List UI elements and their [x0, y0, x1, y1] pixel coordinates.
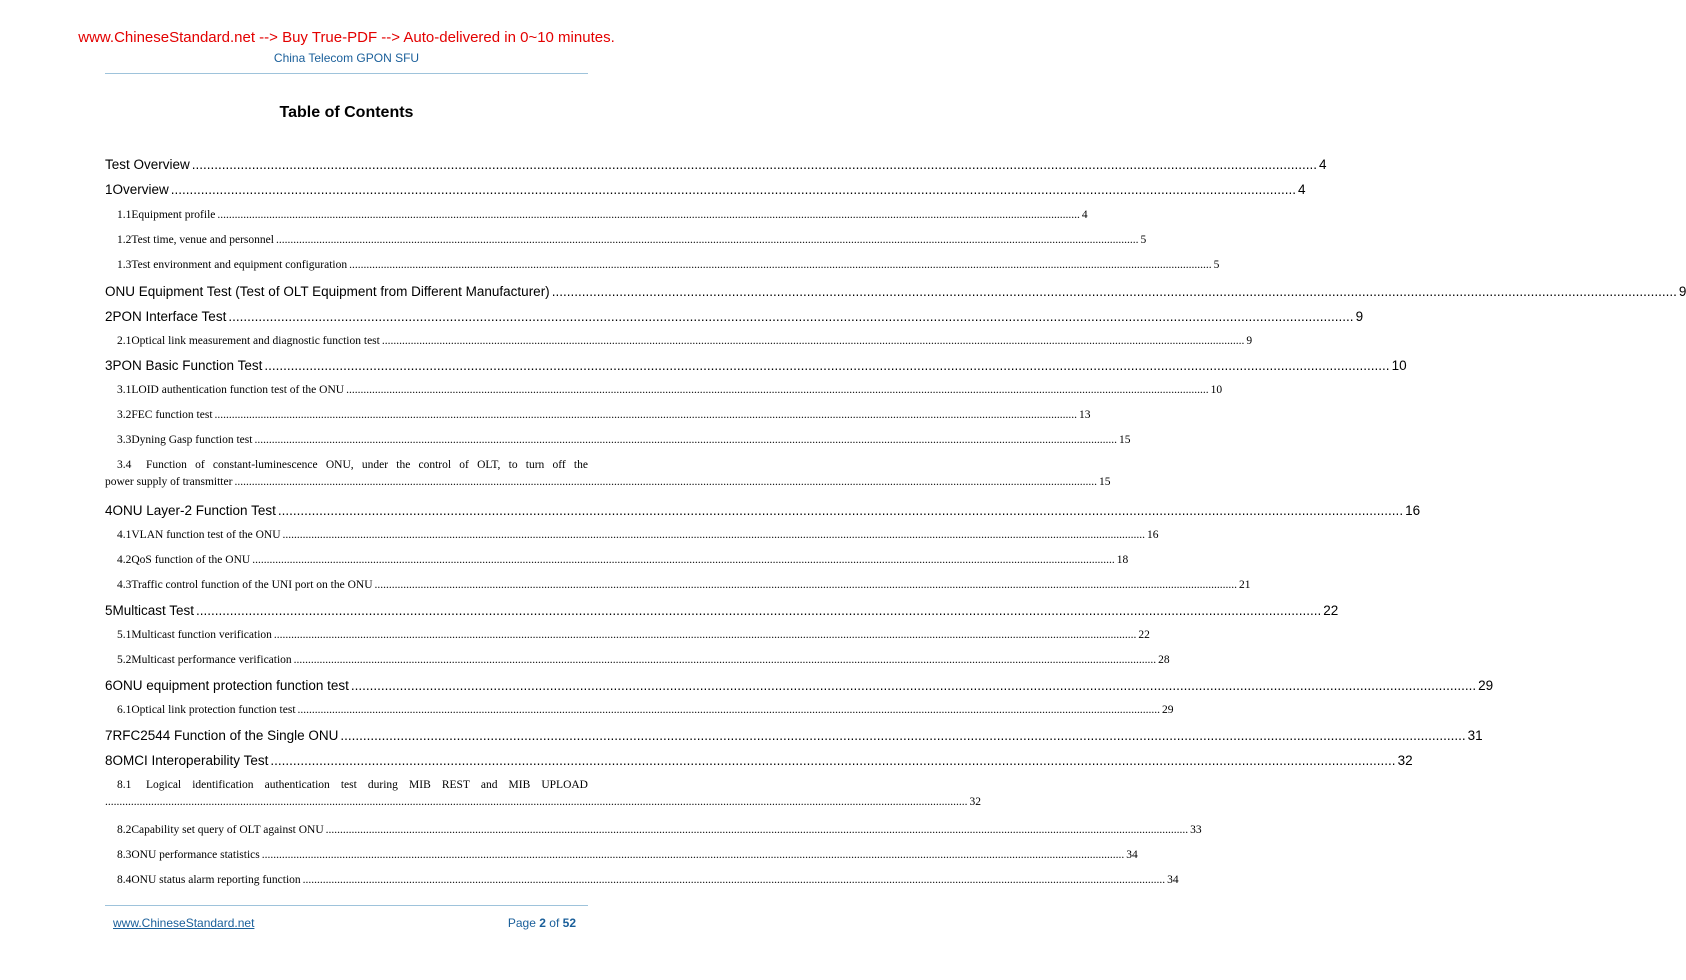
toc-entry-page: 9: [1355, 309, 1364, 324]
toc-entry-page: 33: [1190, 824, 1202, 836]
toc-entry-number: 4.2: [117, 554, 132, 566]
toc-entry-page: 21: [1239, 579, 1251, 591]
toc-entry-page: 29: [1162, 704, 1174, 716]
toc-entry-title-line1: [117, 459, 588, 471]
toc-entry-number: 3.4: [117, 459, 132, 471]
toc-entry[interactable]: [105, 824, 1202, 836]
toc-entry-title: ONU status alarm reporting function: [131, 874, 301, 886]
toc-entry-page: 32: [969, 796, 981, 808]
dot-leader: ............................................................................................................................................................................................................................................................................................................: [214, 409, 1078, 421]
dot-leader: ............................................................................................................................................................................................................................................................................................................: [551, 284, 1677, 299]
page-indicator: [508, 916, 576, 930]
toc-entry-page: 16: [1147, 529, 1159, 541]
toc-entry-page: 32: [1397, 753, 1413, 768]
toc-entry-title: Optical link measurement and diagnostic function test: [131, 335, 380, 347]
toc-entry[interactable]: [105, 849, 1138, 861]
dot-leader: ............................................................................................................................................................................................................................................................................................................: [275, 234, 1139, 246]
toc-entry-number: 4: [105, 503, 113, 518]
toc-entry-number: 8: [105, 753, 113, 768]
toc-entry-title: ONU equipment protection function test: [112, 678, 349, 693]
toc-entry-title: PON Basic Function Test: [112, 358, 263, 373]
toc-entry[interactable]: [105, 309, 1364, 324]
toc-entry-page: 5: [1213, 259, 1220, 271]
toc-entry[interactable]: [105, 874, 1179, 886]
toc-entry-title: Multicast Test: [112, 603, 195, 618]
dot-leader: ............................................................................................................................................................................................................................................................................................................: [297, 704, 1161, 716]
dot-leader: ............................................................................................................................................................................................................................................................................................................: [254, 434, 1117, 446]
footer-divider: [105, 905, 588, 906]
dot-leader: ............................................................................................................................................................................................................................................................................................................: [196, 603, 1322, 618]
toc-entry-title: LOID authentication function test of the ONU: [131, 384, 345, 396]
page-total: 52: [562, 916, 576, 930]
toc-entry-title: Function of constant-luminescence ONU, under the control of OLT, to turn off the: [146, 459, 588, 471]
toc-entry-page: 28: [1158, 654, 1170, 666]
toc-entry-number: 5: [105, 603, 113, 618]
toc-entry[interactable]: [105, 503, 1421, 518]
toc-entry[interactable]: [105, 434, 1131, 446]
toc-entry-title: ONU Equipment Test (Test of OLT Equipment from Different Manufacturer): [105, 284, 550, 299]
toc-entry-number: 5.1: [117, 629, 132, 641]
toc-entry-title: FEC function test: [131, 409, 213, 421]
toc-entry-page: 34: [1167, 874, 1179, 886]
toc-entry-title: Multicast performance verification: [131, 654, 292, 666]
toc-entry-page: 13: [1079, 409, 1091, 421]
toc-entry-title: Equipment profile: [131, 209, 216, 221]
toc-entry[interactable]: [105, 704, 1174, 716]
toc-entry-title: Capability set query of OLT against ONU: [131, 824, 324, 836]
toc-entry-number: 2: [105, 309, 113, 324]
toc-entry-number: 3.3: [117, 434, 132, 446]
page-of: of: [549, 916, 560, 930]
toc-entry[interactable]: [105, 234, 1147, 246]
dot-leader: ............................................................................................................................................................................................................................................................................................................: [105, 796, 968, 808]
toc-entry[interactable]: [105, 629, 1150, 641]
dot-leader: ............................................................................................................................................................................................................................................................................................................: [374, 579, 1238, 591]
toc-entry-number: 7: [105, 728, 113, 743]
toc-entry-number: 2.1: [117, 335, 132, 347]
toc-entry[interactable]: [105, 728, 1483, 743]
toc-entry[interactable]: [105, 459, 1111, 488]
dot-leader: ............................................................................................................................................................................................................................................................................................................: [217, 209, 1080, 221]
toc-entry-title: VLAN function test of the ONU: [131, 529, 281, 541]
toc-entry[interactable]: [105, 259, 1220, 271]
toc-entry[interactable]: [105, 358, 1407, 373]
toc-entry-title-line2: [105, 476, 1111, 488]
toc-entry[interactable]: [105, 157, 1327, 172]
toc-entry-page: 18: [1116, 554, 1129, 566]
dot-leader: ............................................................................................................................................................................................................................................................................................................: [349, 259, 1212, 271]
dot-leader: ............................................................................................................................................................................................................................................................................................................: [350, 678, 1477, 693]
toc-entry-number: 3: [105, 358, 113, 373]
toc-entry-number: 8.3: [117, 849, 132, 861]
toc-entry-number: 8.2: [117, 824, 132, 836]
toc-entry[interactable]: [105, 579, 1251, 591]
toc-entry-page: 4: [1081, 209, 1088, 221]
footer-website-link[interactable]: www.ChineseStandard.net: [113, 916, 255, 930]
dot-leader: ............................................................................................................................................................................................................................................................................................................: [264, 358, 1390, 373]
dot-leader: ............................................................................................................................................................................................................................................................................................................: [277, 503, 1404, 518]
toc-entry[interactable]: [105, 678, 1494, 693]
toc-entry-number: 4.1: [117, 529, 132, 541]
toc-entry-page: 34: [1126, 849, 1138, 861]
toc-entry[interactable]: [105, 529, 1159, 541]
promo-banner[interactable]: www.ChineseStandard.net --> Buy True-PDF --> Auto-delivered in 0~10 minutes.: [78, 29, 615, 46]
toc-entry-title: Dyning Gasp function test: [131, 434, 253, 446]
toc-entry-title-line1: [117, 779, 588, 791]
toc-entry-title: PON Interface Test: [112, 309, 227, 324]
document-subtitle: China Telecom GPON SFU: [273, 51, 420, 65]
dot-leader: ............................................................................................................................................................................................................................................................................................................: [282, 529, 1146, 541]
toc-entry-title: Test time, venue and personnel: [131, 234, 274, 246]
toc-entry-page: 5: [1140, 234, 1147, 246]
toc-entry-title: Logical identification authentication test during MIB REST and MIB UPLOAD: [146, 779, 588, 791]
toc-entry-number: 8.1: [117, 779, 132, 791]
toc-entry-title: RFC2544 Function of the Single ONU: [112, 728, 339, 743]
page-label: Page: [507, 916, 536, 930]
toc-entry-title: Test environment and equipment configuration: [131, 259, 348, 271]
toc-entry-title-line2: [105, 796, 981, 808]
dot-leader: ............................................................................................................................................................................................................................................................................................................: [270, 753, 1396, 768]
dot-leader: ............................................................................................................................................................................................................................................................................................................: [293, 654, 1157, 666]
toc-entry-title: Multicast function verification: [131, 629, 272, 641]
toc-entry-number: 8.4: [117, 874, 132, 886]
toc-entry-page: 10: [1391, 358, 1407, 373]
toc-entry-title: OMCI Interoperability Test: [112, 753, 269, 768]
header-divider: [105, 73, 588, 74]
dot-leader: ............................................................................................................................................................................................................................................................................................................: [381, 335, 1245, 347]
toc-entry-number: 1: [105, 182, 113, 197]
page-current: 2: [539, 916, 546, 930]
toc-entry[interactable]: [105, 335, 1253, 347]
dot-leader: ............................................................................................................................................................................................................................................................................................................: [261, 849, 1125, 861]
toc-entry-page: 22: [1138, 629, 1150, 641]
toc-entry-number: 3.2: [117, 409, 132, 421]
toc-title: Table of Contents: [279, 104, 414, 121]
toc-entry-title-cont: power supply of transmitter: [105, 476, 233, 488]
toc-entry-page: 15: [1098, 476, 1111, 488]
toc-entry-title: QoS function of the ONU: [131, 554, 251, 566]
toc-entry-page: 4: [1298, 182, 1306, 197]
dot-leader: ............................................................................................................................................................................................................................................................................................................: [228, 309, 1354, 324]
dot-leader: ............................................................................................................................................................................................................................................................................................................: [252, 554, 1115, 566]
toc-entry[interactable]: [105, 284, 1686, 299]
toc-entry-number: 5.2: [117, 654, 132, 666]
toc-entry-number: 1.1: [117, 209, 132, 221]
toc-entry-page: 9: [1678, 284, 1686, 299]
dot-leader: ............................................................................................................................................................................................................................................................................................................: [273, 629, 1137, 641]
toc-entry-title: Overview: [112, 182, 169, 197]
toc-entry-page: 4: [1319, 157, 1327, 172]
toc-entry-title: ONU performance statistics: [131, 849, 260, 861]
toc-entry-page: 31: [1467, 728, 1483, 743]
toc-entry-page: 22: [1323, 603, 1339, 618]
dot-leader: ............................................................................................................................................................................................................................................................................................................: [340, 728, 1466, 743]
toc-entry-number: 1.3: [117, 259, 132, 271]
dot-leader: ............................................................................................................................................................................................................................................................................................................: [302, 874, 1166, 886]
toc-entry[interactable]: [105, 779, 981, 808]
toc-entry-number: 6: [105, 678, 113, 693]
toc-entry[interactable]: [105, 603, 1339, 618]
toc-entry[interactable]: [105, 654, 1170, 666]
toc-entry-page: 15: [1118, 434, 1131, 446]
toc-entry[interactable]: [105, 753, 1413, 768]
toc-entry-page: 16: [1405, 503, 1421, 518]
dot-leader: ............................................................................................................................................................................................................................................................................................................: [234, 476, 1097, 488]
dot-leader: ............................................................................................................................................................................................................................................................................................................: [325, 824, 1189, 836]
toc-entry[interactable]: [105, 209, 1088, 221]
toc-entry[interactable]: [105, 554, 1129, 566]
toc-entry-page: 29: [1478, 678, 1494, 693]
toc-entry-title: Traffic control function of the UNI port on the ONU: [131, 579, 373, 591]
toc-entry[interactable]: [105, 384, 1223, 396]
toc-entry-title: Optical link protection function test: [131, 704, 296, 716]
dot-leader: ............................................................................................................................................................................................................................................................................................................: [346, 384, 1209, 396]
dot-leader: ............................................................................................................................................................................................................................................................................................................: [191, 157, 1318, 172]
toc-entry-title: Test Overview: [105, 157, 190, 172]
toc-entry-title: ONU Layer-2 Function Test: [112, 503, 276, 518]
toc-entry[interactable]: [105, 409, 1091, 421]
toc-entry-number: 3.1: [117, 384, 132, 396]
toc-entry-number: 6.1: [117, 704, 132, 716]
toc-entry-page: 10: [1210, 384, 1223, 396]
toc-entry-page: 9: [1246, 335, 1253, 347]
dot-leader: ............................................................................................................................................................................................................................................................................................................: [170, 182, 1297, 197]
toc-entry-number: 4.3: [117, 579, 132, 591]
toc-entry[interactable]: [105, 182, 1306, 197]
toc-entry-number: 1.2: [117, 234, 132, 246]
